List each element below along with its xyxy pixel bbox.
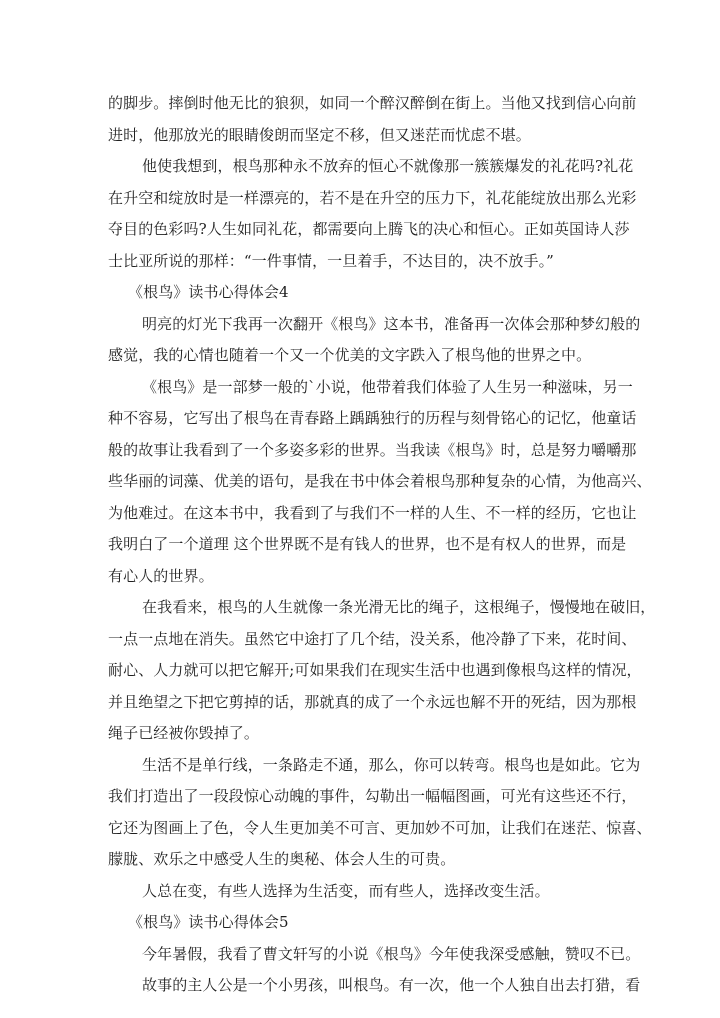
section-heading: 《根鸟》读书心得体会5 <box>128 913 289 931</box>
text-line: 夺目的色彩吗?人生如同礼花，都需要向上腾飞的决心和恒心。正如英国诗人莎 <box>108 220 630 238</box>
text-line: 有心人的世界。 <box>108 566 214 585</box>
text-line: 他使我想到，根鸟那种永不放弃的恒心不就像那一簇簇爆发的礼花吗?礼花 <box>142 157 634 175</box>
text-line: 感觉，我的心情也随着一个又一个优美的文字跌入了根鸟他的世界之中。 <box>108 346 592 364</box>
text-line: 生活不是单行线，一条路走不通，那么，你可以转弯。根鸟也是如此。它为 <box>142 755 641 774</box>
text-line: 《根鸟》是一部梦一般的`小说，他带着我们体验了人生另一种滋味，另一 <box>142 377 633 396</box>
text-line: 朦胧、欢乐之中感受人生的奥秘、体会人生的可贵。 <box>108 850 456 868</box>
text-line: 进时，他那放光的眼睛俊朗而坚定不移，但又迷茫而忧虑不堪。 <box>108 125 531 144</box>
text-line: 在我看来，根鸟的人生就像一条光滑无比的绳子，这根绳子，慢慢地在破旧， <box>142 598 656 616</box>
text-line: 并且绝望之下把它剪掉的话，那就真的成了一个永远也解不开的死结，因为那根 <box>108 692 637 711</box>
text-line: 一点一点地在消失。虽然它中途打了几个结，没关系，他冷静了下来，花时间、 <box>108 629 637 648</box>
text-line: 今年暑假，我看了曹文轩写的小说《根鸟》今年使我深受感触，赞叹不已。 <box>142 944 641 963</box>
text-line: 种不容易，它写出了根鸟在青春路上踽踽独行的历程与刻骨铭心的记忆，他童话 <box>108 409 637 427</box>
text-line: 在升空和绽放时是一样漂亮的，若不是在升空的压力下，礼花能绽放出那么光彩 <box>108 188 637 207</box>
document-body <box>108 88 656 1002</box>
text-line: 耐心、人力就可以把它解开;可如果我们在现实生活中也遇到像根鸟这样的情况， <box>108 661 642 679</box>
text-line: 士比亚所说的那样：“一件事情，一旦着手，不达目的，决不放手。” <box>108 251 554 270</box>
text-line: 我明白了一个道理 这个世界既不是有钱人的世界，也不是有权人的世界，而是 <box>108 535 627 553</box>
text-line: 人总在变，有些人选择为生活变，而有些人，选择改变生活。 <box>142 881 550 900</box>
section-heading: 《根鸟》读书心得体会4 <box>128 283 289 301</box>
text-line: 为他难过。在这本书中，我看到了与我们不一样的人生、不一样的经历，它也让 <box>108 503 637 522</box>
text-line: 我们打造出了一段段惊心动魄的事件，勾勒出一幅幅图画，可光有这些还不行， <box>108 787 637 805</box>
text-line: 故事的主人公是一个小男孩，叫根鸟。有一次，他一个人独自出去打猎，看 <box>142 976 641 994</box>
text-line: 它还为图画上了色，令人生更加美不可言、更加妙不可加，让我们在迷茫、惊喜、 <box>108 818 652 837</box>
text-line: 的脚步。摔倒时他无比的狼狈，如同一个醉汉醉倒在街上。当他又找到信心向前 <box>108 94 637 112</box>
text-line: 明亮的灯光下我再一次翻开《根鸟》这本书，准备再一次体会那种梦幻般的 <box>142 314 641 333</box>
text-line: 些华丽的词藻、优美的语句，是我在书中体会着根鸟那种复杂的心情，为他高兴、 <box>108 472 652 490</box>
text-line: 绳子已经被你毁掉了。 <box>108 724 260 742</box>
text-line: 般的故事让我看到了一个多姿多彩的世界。当我读《根鸟》时，总是努力嚼嚼那 <box>108 440 637 459</box>
